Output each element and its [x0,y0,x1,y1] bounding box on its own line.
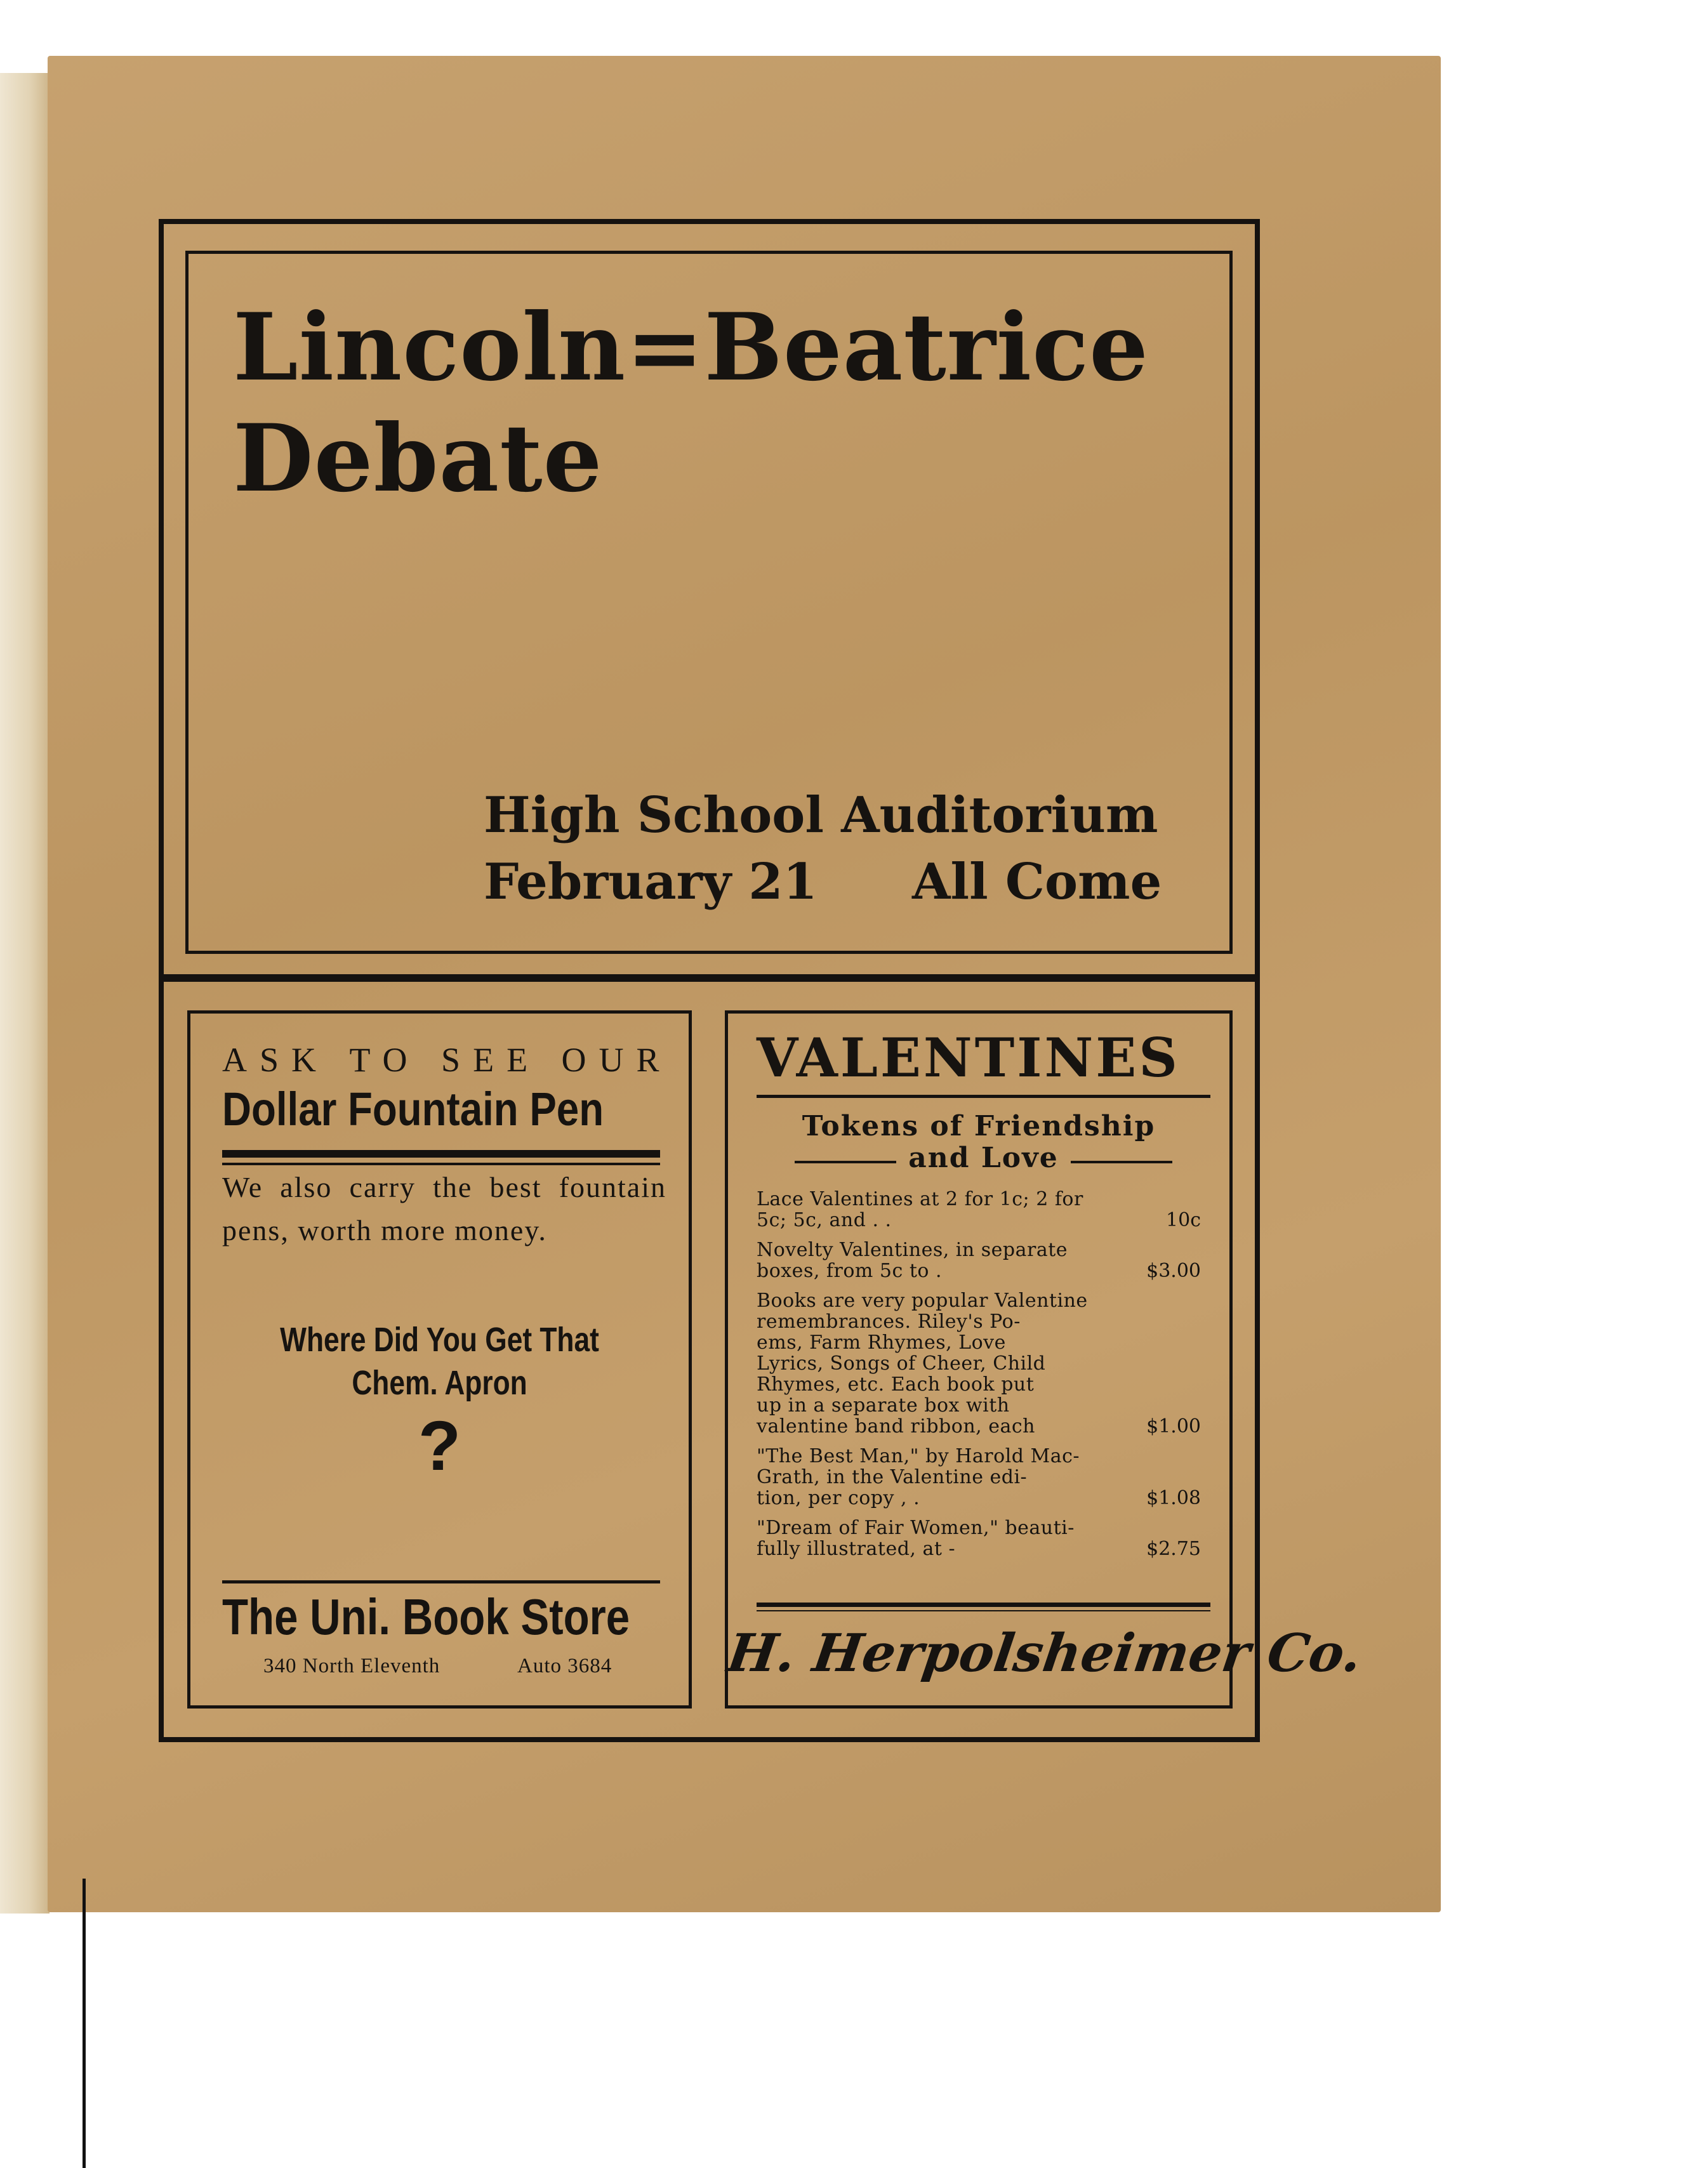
binding-edge [0,73,50,1914]
item-description: "The Best Man," by Harold Mac- Grath, in the Valentine edi- tion, per copy , . [757,1445,1080,1509]
pen-ad-store-rule [222,1580,660,1583]
item-price: $1.00 [1146,1415,1201,1438]
item-description: "Dream of Fair Women," beauti- fully illustrated, at - [757,1517,1075,1560]
item-price: $3.00 [1146,1260,1201,1282]
pen-ad-lead: ASK TO SEE OUR [222,1041,672,1079]
valentines-price-list [757,1189,1201,1568]
pen-ad-rule [222,1150,660,1158]
spine-line [83,1879,86,2168]
valentines-ad [724,1010,1366,1709]
subtitle-rule-right [1071,1161,1172,1163]
debate-announcement [185,251,1233,954]
question-mark: ? [418,1407,461,1485]
item-price: 10c [1166,1209,1201,1231]
price-list-item [757,1239,1201,1281]
pen-ad-title: Dollar Fountain Pen [222,1083,604,1135]
pen-ad-body: We also carry the best fountain pens, worth more money. [222,1171,666,1246]
store-signature-logo: H. Herpolsheimer Co. [724,1623,1366,1684]
debate-venue: High School Auditorium [484,786,1158,844]
debate-call: All Come [912,853,1162,911]
price-list-item [757,1290,1201,1437]
signature-rule [757,1603,1210,1607]
price-list-item [757,1446,1201,1509]
debate-date: February 21 [484,853,818,911]
item-description: Lace Valentines at 2 for 1c; 2 for 5c; 5c, and . . [757,1188,1083,1231]
valentines-rule [757,1095,1210,1098]
valentines-subtitle-row [757,1142,1210,1180]
item-price: $1.08 [1146,1487,1201,1509]
pen-ad-question: Where Did You Get That Chem. Apron [280,1321,599,1402]
item-description: Books are very popular Valentine remembrances. Riley's Po- ems, Farm Rhymes, Love Lyrics, Songs of Cheer, Child Rhymes, etc. Each book put up in a separate box with valentine band ribbon, each [757,1290,1088,1438]
fountain-pen-ad [187,1010,692,1709]
price-list-item [757,1189,1201,1231]
debate-title: Lincoln=Beatrice Debate [233,293,1149,513]
frame-divider [159,974,1260,982]
pen-ad-rule-thin [222,1163,660,1165]
price-list-item [757,1517,1201,1559]
store-address: 340 North Eleventh [263,1655,440,1677]
item-price: $2.75 [1146,1538,1201,1560]
store-phone: Auto 3684 [517,1655,612,1677]
valentines-subtitle-2: and Love [908,1142,1059,1174]
signature-rule-thin [757,1610,1210,1611]
debate-date-line [484,853,1162,911]
item-description: Novelty Valentines, in separate boxes, from 5c to . [757,1239,1068,1282]
valentines-subtitle: Tokens of Friendship [802,1110,1156,1142]
store-name: The Uni. Book Store [222,1589,630,1645]
valentines-title: VALENTINES [757,1026,1180,1089]
